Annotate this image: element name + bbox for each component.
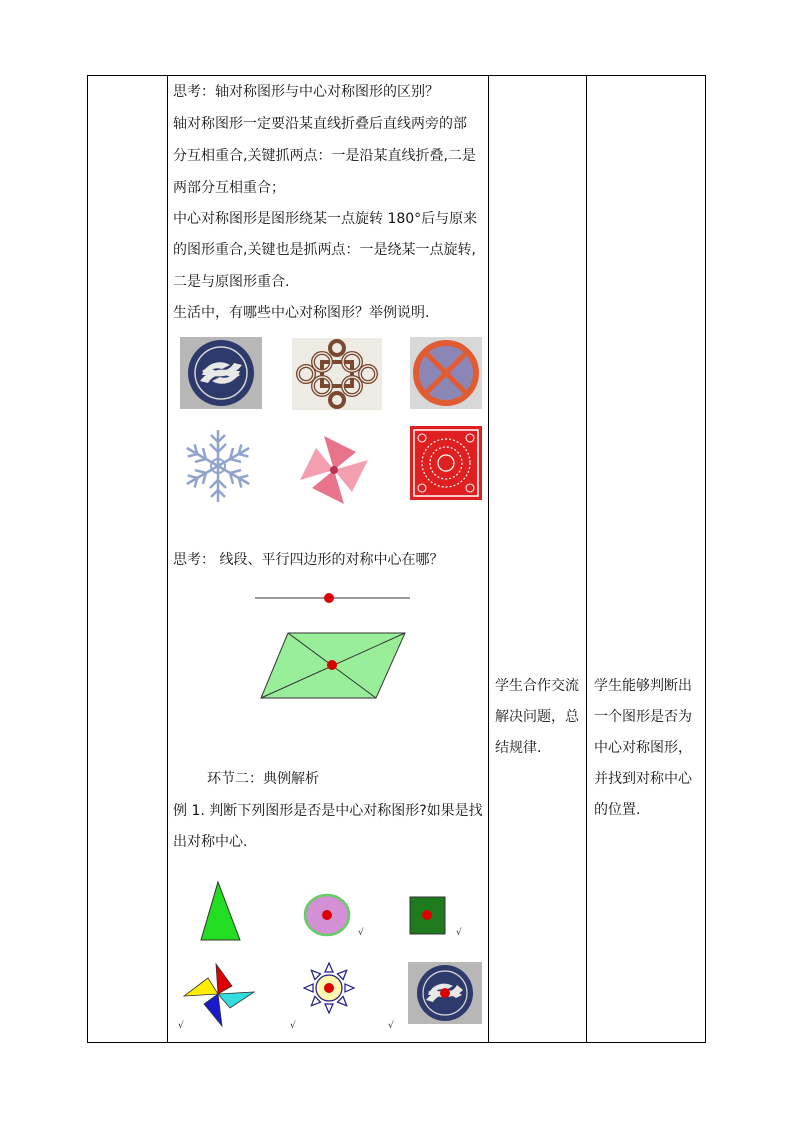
text-line: 的图形重合,关键也是抓两点：一是绕某一点旋转, — [173, 242, 476, 258]
parallelogram-figure — [258, 630, 408, 700]
chinese-knot-icon — [292, 338, 382, 410]
snowflake-icon — [178, 425, 258, 507]
example-line: 出对称中心. — [173, 834, 248, 850]
china-mobile-logo-icon — [180, 337, 262, 409]
text-line: 生活中，有哪些中心对称图形？举例说明. — [173, 305, 430, 321]
check-mark: √ — [388, 1021, 394, 1031]
check-mark: √ — [456, 928, 462, 938]
text-line: 中心对称图形是图形绕某一点旋转 180°后与原来 — [173, 211, 478, 227]
student-activity-line: 解决问题，总 — [495, 709, 579, 725]
think-question: 思考：轴对称图形与中心对称图形的区别？ — [173, 84, 439, 100]
design-intent-line: 学生能够判断出 — [594, 678, 692, 694]
example-line: 例 1. 判断下列图形是否是中心对称图形?如果是找 — [173, 803, 483, 819]
design-intent-cell — [594, 671, 704, 826]
text-line: 两部分互相重合； — [173, 180, 285, 196]
think-question-2: 思考： 线段、平行四边形的对称中心在哪？ — [173, 552, 444, 568]
check-mark: √ — [358, 928, 364, 938]
student-activity-cell — [495, 671, 587, 764]
square-icon — [409, 896, 447, 936]
text-line: 分互相重合,关键抓两点：一是沿某直线折叠,二是 — [173, 148, 476, 164]
four-color-pinwheel-icon — [182, 962, 258, 1028]
check-mark: √ — [290, 1021, 296, 1031]
text-line: 二是与原图形重合. — [173, 274, 290, 290]
check-mark: √ — [178, 1021, 184, 1031]
line-segment-figure — [254, 590, 412, 606]
paper-cut-icon — [410, 426, 482, 500]
student-activity-line: 结规律. — [495, 740, 542, 756]
column-divider — [167, 76, 168, 1042]
column-divider — [488, 76, 489, 1042]
no-sign-icon — [410, 337, 482, 409]
design-intent-line: 的位置. — [594, 802, 641, 818]
sun-icon — [303, 962, 355, 1014]
design-intent-line: 一个图形是否为 — [594, 709, 692, 725]
design-intent-line: 中心对称图形， — [594, 740, 692, 756]
china-mobile-logo-icon — [408, 962, 482, 1024]
section-title: 环节二：典例解析 — [207, 771, 319, 787]
column-divider — [586, 76, 587, 1042]
design-intent-line: 并找到对称中心 — [594, 771, 692, 787]
text-line: 轴对称图形一定要沿某直线折叠后直线两旁的部 — [173, 116, 467, 132]
pinwheel-icon — [292, 432, 372, 504]
triangle-icon — [198, 880, 244, 942]
student-activity-line: 学生合作交流 — [495, 678, 579, 694]
circle-icon — [302, 892, 352, 938]
